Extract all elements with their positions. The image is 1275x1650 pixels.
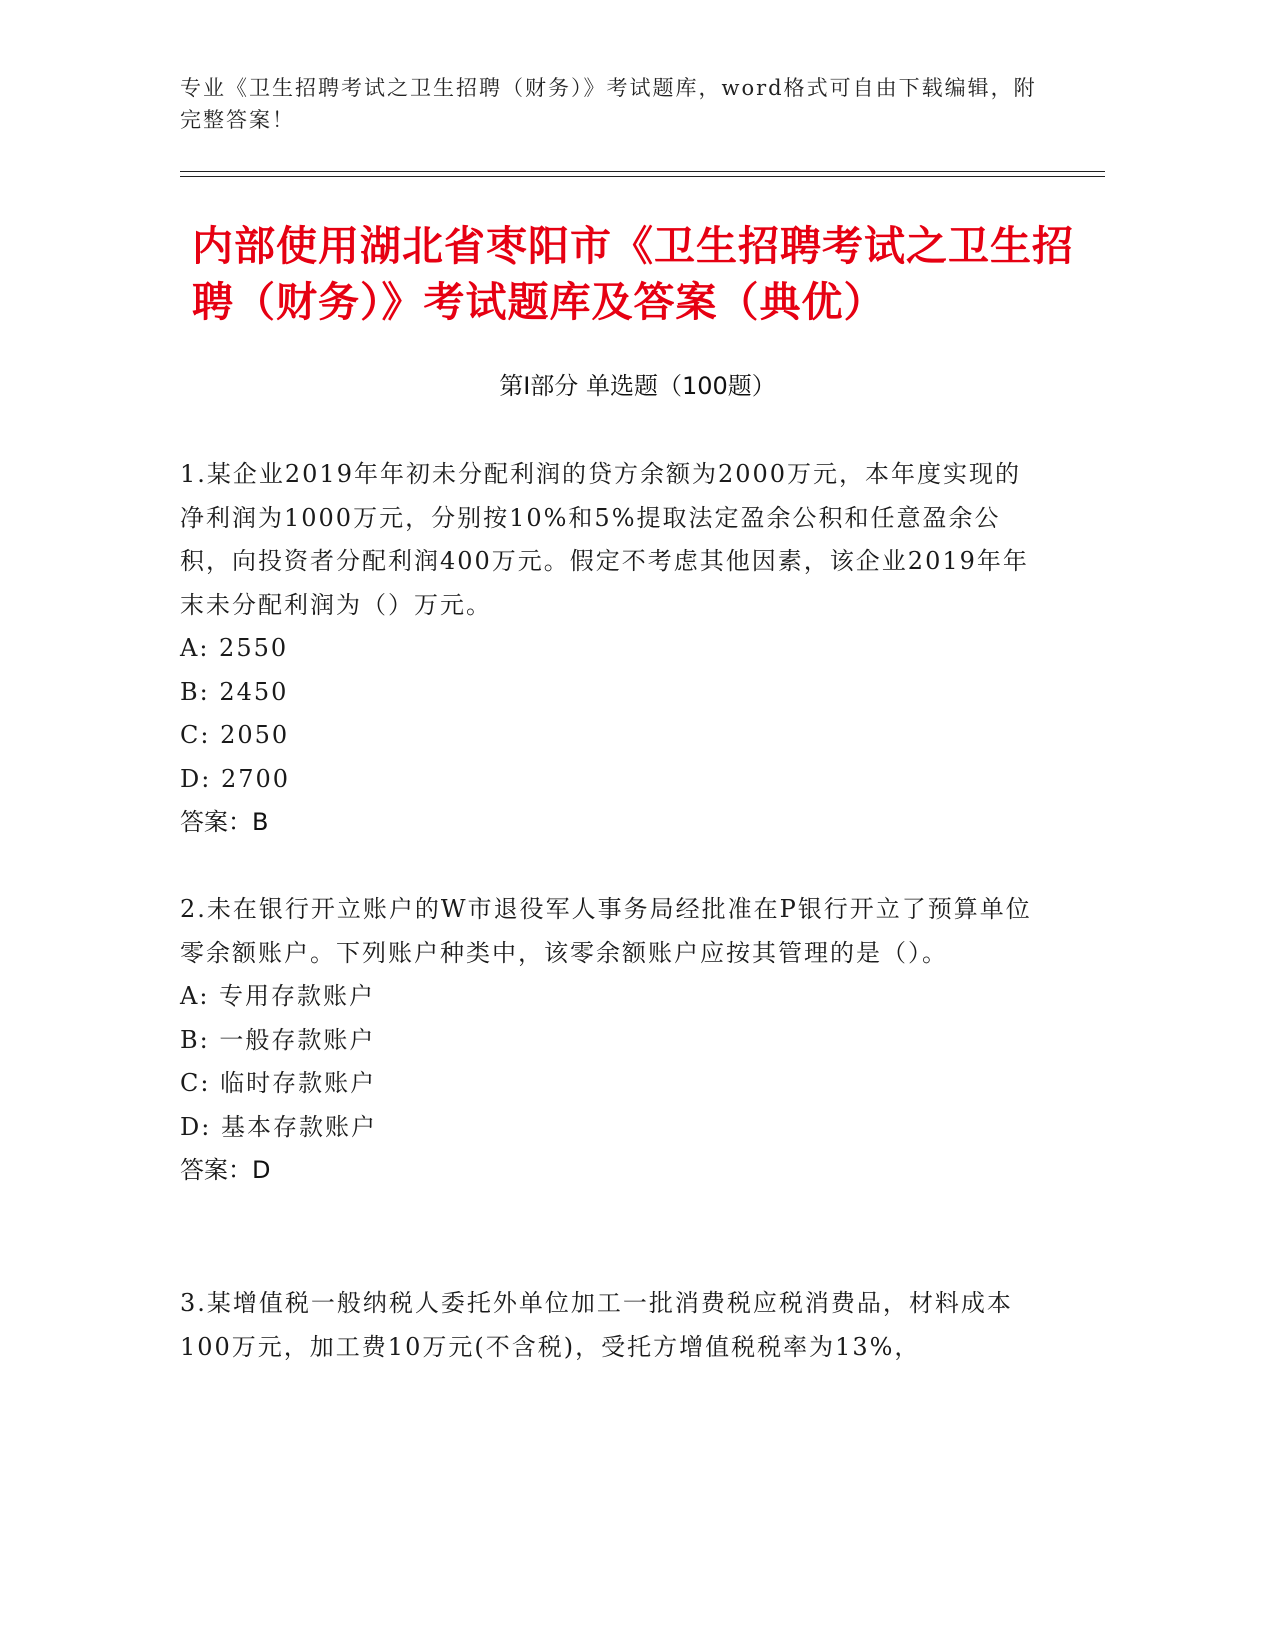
header-note: 专业《卫生招聘考试之卫生招聘（财务）》考试题库，word格式可自由下载编辑，附完整答案！ <box>180 76 1037 132</box>
question-1 <box>180 453 1040 845</box>
option-d: D: 2700 <box>180 764 291 793</box>
question-stem: 3.某增值税一般纳税人委托外单位加工一批消费税应税消费品，材料成本100万元，加工费10万元(不含税)，受托方增值税税率为13%， <box>180 1289 1013 1361</box>
document-title: 内部使用湖北省枣阳市《卫生招聘考试之卫生招聘（财务）》考试题库及答案（典优） <box>192 222 1074 326</box>
header-rule-top <box>180 171 1105 172</box>
option-d: D: 基本存款账户 <box>180 1112 377 1141</box>
option-b: B: 2450 <box>180 677 289 706</box>
question-stem: 1.某企业2019年年初未分配利润的贷方余额为2000万元，本年度实现的净利润为1000万元，分别按10%和5%提取法定盈余公积和任意盈余公积，向投资者分配利润400万元。假定不考虑其他因素，该企业2019年年末未分配利润为（）万元。 <box>180 460 1029 619</box>
option-c: C: 2050 <box>180 721 290 749</box>
question-stem: 2.未在银行开立账户的W市退役军人事务局经批准在P银行开立了预算单位零余额账户。下列账户种类中，该零余额账户应按其管理的是（）。 <box>180 895 1032 967</box>
answer: 答案：D <box>180 1156 271 1184</box>
answer: 答案：B <box>180 808 269 836</box>
question-2 <box>180 888 1040 1193</box>
option-b: B: 一般存款账户 <box>180 1025 376 1054</box>
section-heading: 第Ⅰ部分 单选题（100题） <box>499 372 776 400</box>
option-c: C: 临时存款账户 <box>180 1069 377 1097</box>
option-a: A: 专用存款账户 <box>180 982 376 1010</box>
question-3 <box>180 1282 1040 1369</box>
header-rule-bottom <box>180 176 1105 177</box>
option-a: A: 2550 <box>180 634 289 662</box>
